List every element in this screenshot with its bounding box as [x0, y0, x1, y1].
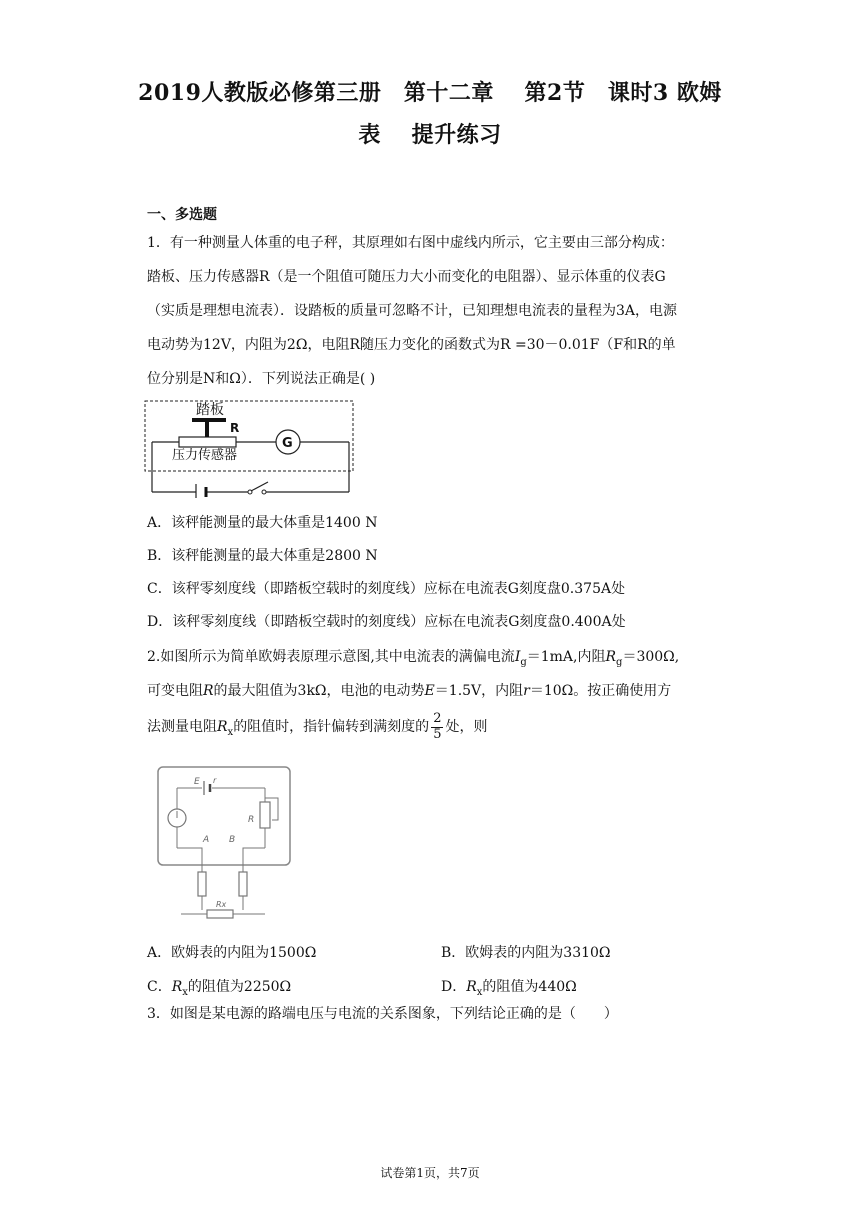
battery-e-label: E	[194, 777, 200, 787]
page-title-line-1: 2019人教版必修第三册 第十二章 第2节 课时3 欧姆	[138, 80, 722, 106]
terminal-b-label: B	[229, 835, 236, 845]
q2-option-a: A．欧姆表的内阻为1500Ω	[147, 945, 317, 961]
page-footer: 试卷第1页，共7页	[380, 1166, 480, 1180]
resistor-r-label: R	[230, 421, 240, 435]
pedal-label: 踏板	[196, 402, 224, 418]
q2-option-d: D．$R_x$的阻值为440Ω	[441, 979, 577, 998]
q1-circuit-figure	[144, 398, 356, 498]
q2-ohmmeter-figure	[155, 764, 295, 924]
resistor-rx	[207, 910, 233, 918]
q2-option-b: B．欧姆表的内阻为3310Ω	[441, 945, 611, 961]
resistor-rx-label: Rx	[216, 900, 227, 909]
q2-line-3: 法测量电阻$R_x$的阻值时，指针偏转到满刻度的 $\frac{2}{5}$ 处，则	[147, 711, 488, 742]
q1-option-c: C．该秤零刻度线（即踏板空载时的刻度线）应标在电流表G刻度盘0.375A处	[147, 581, 626, 597]
battery-r-label: r	[213, 776, 217, 785]
pressure-sensor-resistor	[179, 437, 236, 447]
page-title-line-2: 表 提升练习	[358, 122, 502, 148]
probe-b	[239, 872, 247, 896]
q3-line-1: 3．如图是某电源的路端电压与电流的关系图象，下列结论正确的是（ ）	[147, 1006, 618, 1022]
section-heading: 一、多选题	[147, 207, 217, 223]
q1-line-1: 1．有一种测量人体重的电子秤，其原理如右图中虚线内所示，它主要由三部分构成：	[147, 235, 674, 251]
variable-resistor-label: R	[248, 815, 255, 825]
q1-option-b: B．该秤能测量的最大体重是2800 N	[147, 548, 378, 564]
q2-line-2: 可变电阻R的最大阻值为3kΩ，电池的电动势E＝1.5V，内阻r＝10Ω。按正确使用方	[147, 683, 672, 699]
q1-line-3: （实质是理想电流表）．设踏板的质量可忽略不计，已知理想电流表的量程为3A，电源	[147, 303, 678, 319]
galvanometer-label: G	[282, 436, 293, 451]
variable-resistor	[260, 802, 270, 828]
q1-line-4: 电动势为12V，内阻为2Ω，电阻R随压力变化的函数式为R =30－0.01F（F和R的单	[147, 337, 676, 353]
probe-a	[198, 872, 206, 896]
q2-line-1: 2.如图所示为简单欧姆表原理示意图,其中电流表的满偏电流$I_g=1mA$,内阻$R_g=300\Omega$,	[147, 649, 680, 668]
q1-line-5: 位分别是N和Ω）．下列说法正确是( )	[147, 371, 376, 387]
two-fifths-fraction: $\frac{2}{5}$	[433, 711, 442, 742]
q1-line-2: 踏板、压力传感器R（是一个阻值可随压力大小而变化的电阻器）、显示体重的仪表G	[147, 269, 666, 285]
q1-option-d: D．该秤零刻度线（即踏板空载时的刻度线）应标在电流表G刻度盘0.400A处	[147, 614, 626, 630]
q2-option-c: C．$R_x$的阻值为2250Ω	[147, 979, 292, 998]
q1-option-a: A．该秤能测量的最大体重是1400 N	[147, 515, 378, 531]
sensor-label: 压力传感器	[172, 448, 238, 463]
terminal-a-label: A	[203, 835, 210, 845]
